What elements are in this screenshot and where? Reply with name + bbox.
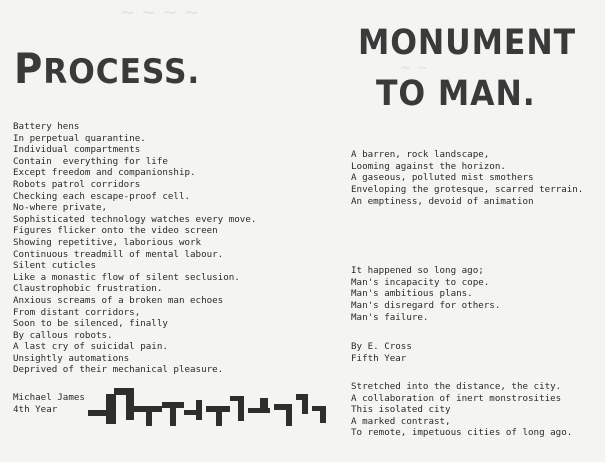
poem-line: A last cry of suicidal pain. bbox=[13, 341, 168, 353]
poem-line: Silent cuticles bbox=[13, 260, 96, 272]
poem-line: Individual compartments bbox=[13, 144, 141, 156]
author-block-left bbox=[13, 392, 85, 415]
poem-line: Unsightly automations bbox=[13, 352, 130, 364]
poem-title-monument-line2: TO MAN. bbox=[376, 74, 536, 114]
title-rest: ROCESS. bbox=[43, 52, 201, 92]
poem-line: In perpetual quarantine. bbox=[13, 132, 146, 144]
poem-line: A gaseous, polluted mist smothers bbox=[351, 172, 534, 184]
poem-line: Checking each escape-proof cell. bbox=[13, 190, 191, 202]
poem-line: Man's disregard for others. bbox=[351, 299, 501, 311]
poem-line: Anxious screams of a broken man echoes bbox=[13, 294, 224, 306]
author-name: Michael James bbox=[13, 392, 85, 403]
poem-line: Claustrophobic frustration. bbox=[13, 283, 163, 295]
poem-title-monument-line1: MONUMENT bbox=[358, 23, 576, 63]
poem-line: It happened so long ago; bbox=[351, 265, 484, 277]
poem-line: A collaboration of inert monstrosities bbox=[351, 392, 562, 404]
poem-line: An emptiness, devoid of animation bbox=[351, 195, 534, 207]
stanza-2 bbox=[351, 265, 583, 323]
city-skyline-illustration bbox=[88, 380, 378, 430]
poem-line: Man's incapacity to cope. bbox=[351, 276, 490, 288]
poem-line: This isolated city bbox=[351, 404, 451, 416]
poem-line: Continuous treadmill of mental labour. bbox=[13, 248, 224, 260]
stanza-1 bbox=[351, 149, 583, 207]
bleed-through-text: ~ ~ bbox=[400, 60, 429, 76]
poem-line: Contain everything for life bbox=[13, 155, 168, 167]
poem-line: Showing repetitive, laborious work bbox=[13, 236, 202, 248]
poem-line: Stretched into the distance, the city. bbox=[351, 381, 562, 393]
poem-line: By callous robots. bbox=[13, 329, 113, 341]
poem-line: Figures flicker onto the video screen bbox=[13, 225, 218, 237]
poem-line: Deprived of their mechanical pleasure. bbox=[13, 364, 224, 376]
poem-monument-body bbox=[351, 126, 583, 462]
poem-line: Soon to be silenced, finally bbox=[13, 318, 168, 330]
poem-line: Enveloping the grotesque, scarred terrain. bbox=[351, 183, 584, 195]
author-year: 4th Year bbox=[13, 403, 58, 415]
poem-line: From distant corridors, bbox=[13, 306, 141, 318]
author-year: Fifth Year bbox=[351, 352, 407, 364]
stanza-3 bbox=[351, 381, 583, 439]
bleed-through-text: ~ ~ ~ ~ bbox=[120, 2, 200, 23]
poem-line: No-where private, bbox=[13, 202, 108, 214]
author-name: By E. Cross bbox=[351, 341, 412, 352]
poem-line: Like a monastic flow of silent seclusion. bbox=[13, 271, 240, 283]
poem-line: A marked contrast, bbox=[351, 415, 451, 427]
poem-title-process bbox=[14, 44, 201, 93]
poem-line: Man's failure. bbox=[351, 311, 429, 323]
author-block-right bbox=[351, 341, 412, 364]
poem-line: Sophisticated technology watches every move. bbox=[13, 213, 257, 225]
poem-process-body bbox=[13, 121, 256, 376]
title-initial: P bbox=[14, 44, 44, 93]
poem-line: Looming against the horizon. bbox=[351, 160, 506, 172]
poem-line: Man's ambitious plans. bbox=[351, 288, 473, 300]
poem-line: Battery hens bbox=[13, 121, 80, 132]
poem-line: Except freedom and companionship. bbox=[13, 167, 196, 179]
poem-line: Robots patrol corridors bbox=[13, 178, 141, 190]
poem-line: A barren, rock landscape, bbox=[351, 149, 490, 161]
poem-line: To remote, impetuous cities of long ago. bbox=[351, 427, 573, 439]
